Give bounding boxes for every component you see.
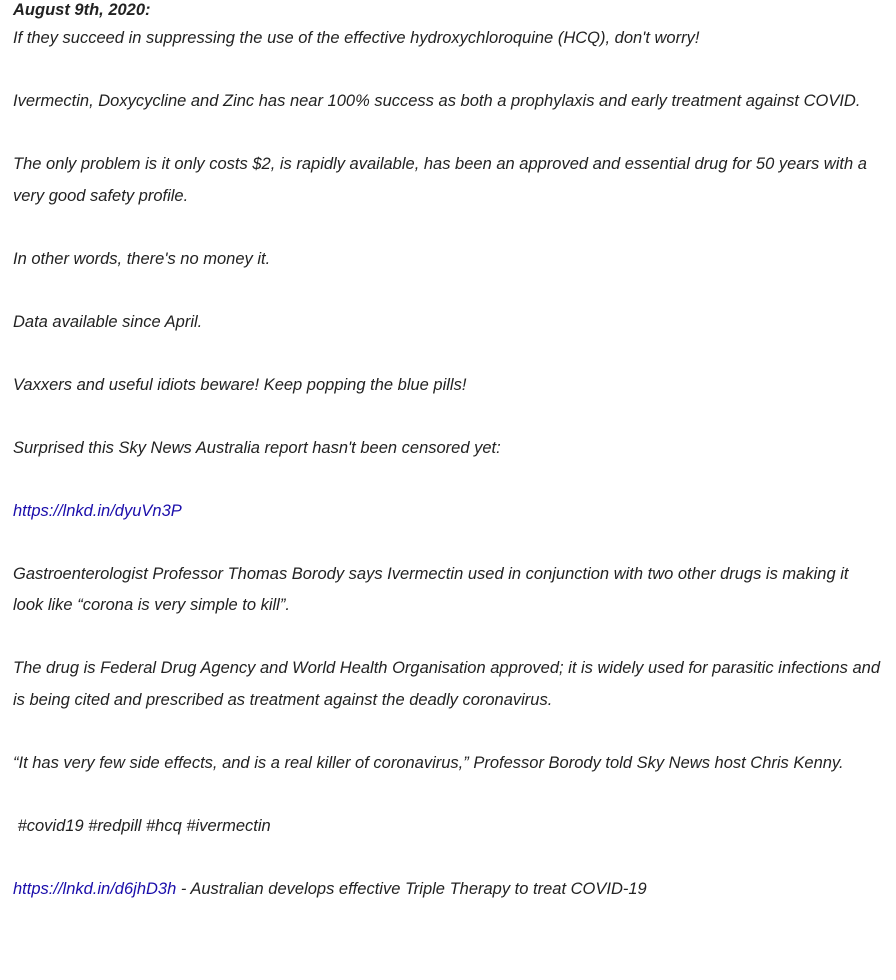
- paragraph-cost: The only problem is it only costs $2, is rapidly available, has been an approved and essential drug for 50 years with a very good safety profile.: [13, 155, 867, 205]
- spacer: [13, 527, 883, 559]
- spacer: [13, 622, 883, 654]
- spacer: [13, 275, 883, 307]
- post-body: [13, 0, 883, 905]
- paragraph-data: Data available since April.: [13, 312, 203, 331]
- spacer: [13, 212, 883, 244]
- paragraph-approved: The drug is Federal Drug Agency and World Health Organisation approved; it is widely used for parasitic infections and is being cited and prescribed as treatment against the deadly coronavirus.: [13, 659, 880, 709]
- triple-therapy-link[interactable]: https://lnkd.in/d6jhD3h: [13, 879, 177, 898]
- paragraph-beware: Vaxxers and useful idiots beware! Keep popping the blue pills!: [13, 375, 467, 394]
- spacer: [13, 842, 883, 874]
- spacer: [13, 338, 883, 370]
- hashtags: #covid19 #redpill #hcq #ivermectin: [13, 816, 271, 835]
- paragraph-ivermectin: Ivermectin, Doxycycline and Zinc has near 100% success as both a prophylaxis and early treatment against COVID.: [13, 92, 861, 110]
- paragraph-quote: “It has very few side effects, and is a real killer of coronavirus,” Professor Borody told Sky News host Chris Kenny.: [13, 753, 844, 772]
- link-paragraph-2: [13, 874, 883, 906]
- paragraph-hcq: If they succeed in suppressing the use of the effective hydroxychloroquine (HCQ), don't worry!: [13, 29, 700, 47]
- sky-news-link[interactable]: https://lnkd.in/dyuVn3P: [13, 501, 182, 520]
- link-description: - Australian develops effective Triple Therapy to treat COVID-19: [176, 879, 647, 898]
- spacer: [13, 779, 883, 811]
- paragraph-borody: Gastroenterologist Professor Thomas Borody says Ivermectin used in conjunction with two other drugs is making it look like “corona is very simple to kill”.: [13, 564, 849, 614]
- link-paragraph-1: [13, 496, 883, 528]
- spacer: [13, 55, 883, 87]
- paragraph-sky-news: Surprised this Sky News Australia report hasn't been censored yet:: [13, 438, 501, 457]
- spacer: [13, 716, 883, 748]
- spacer: [13, 118, 883, 150]
- paragraph-money: In other words, there's no money it.: [13, 249, 271, 268]
- spacer: [13, 464, 883, 496]
- post-date: August 9th, 2020:: [13, 1, 151, 19]
- spacer: [13, 401, 883, 433]
